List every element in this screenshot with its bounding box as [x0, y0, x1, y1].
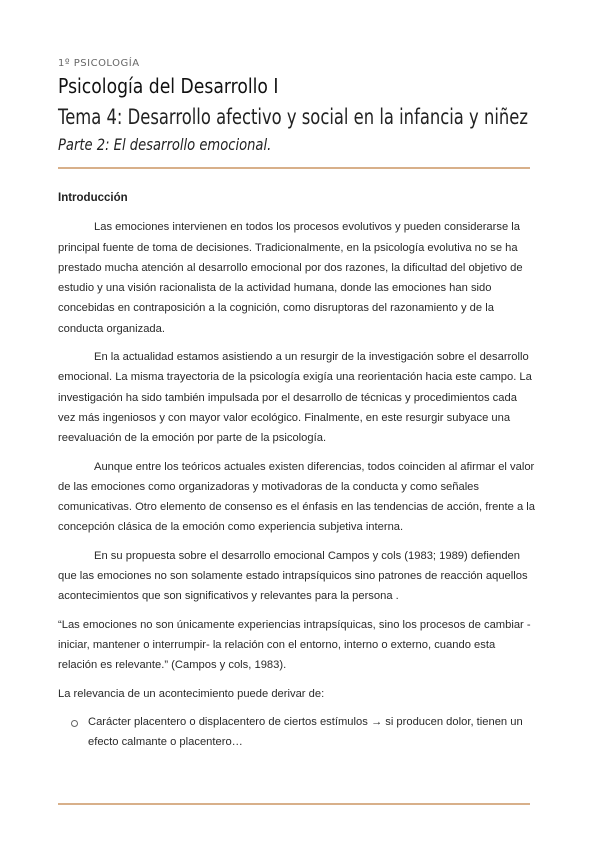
header-divider — [58, 167, 530, 169]
list-item-text: Carácter placentero o displacentero de ciertos estímulos → si producen dolor, tienen un efecto calmante o placentero… — [88, 715, 523, 749]
section-heading: Introducción — [58, 192, 128, 204]
relevance-list — [58, 712, 536, 753]
paragraph: Las emociones intervienen en todos los procesos evolutivos y pueden considerarse la principal fuente de toma de decisiones. Tradicionalmente, en la psicología evolutiva no se ha prestado mucha atención al desarrollo emocional por dos razones, la dificultad del objetivo de estudio y una visión racionalista de la actividad humana, donde las emociones han sido concebidas en contraposición a la cognición, como disruptoras del razonamiento y de la conducta organizada. — [58, 221, 523, 335]
document-title: Psicología del Desarrollo I — [58, 74, 279, 98]
document-body — [58, 188, 536, 752]
part-title: Parte 2: El desarrollo emocional. — [58, 135, 272, 154]
topic-title: Tema 4: Desarrollo afectivo y social en la infancia y niñez — [58, 105, 528, 129]
list-item — [58, 712, 536, 753]
paragraph: En su propuesta sobre el desarrollo emocional Campos y cols (1983; 1989) defienden que las emociones no son solamente estado intrapsíquicos sino patrones de reacción aquellos acontecimientos que son significativos y relevantes para la persona . — [58, 549, 528, 603]
circle-bullet-icon — [71, 720, 78, 727]
relevance-intro: La relevancia de un acontecimiento puede derivar de: — [58, 687, 325, 700]
paragraph: En la actualidad estamos asistiendo a un resurgir de la investigación sobre el desarrollo emocional. La misma trayectoria de la psicología exigía una reorientación hacia este campo. La investigación ha sido también impulsada por el desarrollo de técnicas y procedimientos cada vez más ingeniosos y con mayor valor ecológico. Finalmente, en este resurgir subyace una reevaluación de la emoción por parte de la psicología. — [58, 351, 532, 445]
paragraph: Aunque entre los teóricos actuales existen diferencias, todos coinciden al afirmar el valor de las emociones como organizadoras y motivadoras de la conducta y como señales comunicativas. Otro elemento de consenso es el énfasis en las tendencias de acción, frente a la concepción clásica de la emoción como experiencia subjetiva interna. — [58, 460, 535, 534]
quote-paragraph: “Las emociones no son únicamente experiencias intrapsíquicas, sino los procesos de cambiar -iniciar, mantener o interrumpir- la relación con el entorno, interno o externo, cuando esta relación es relevante.” (Campos y cols, 1983). — [58, 618, 531, 672]
footer-divider — [58, 803, 530, 805]
course-label: 1º PSICOLOGÍA — [58, 58, 140, 69]
